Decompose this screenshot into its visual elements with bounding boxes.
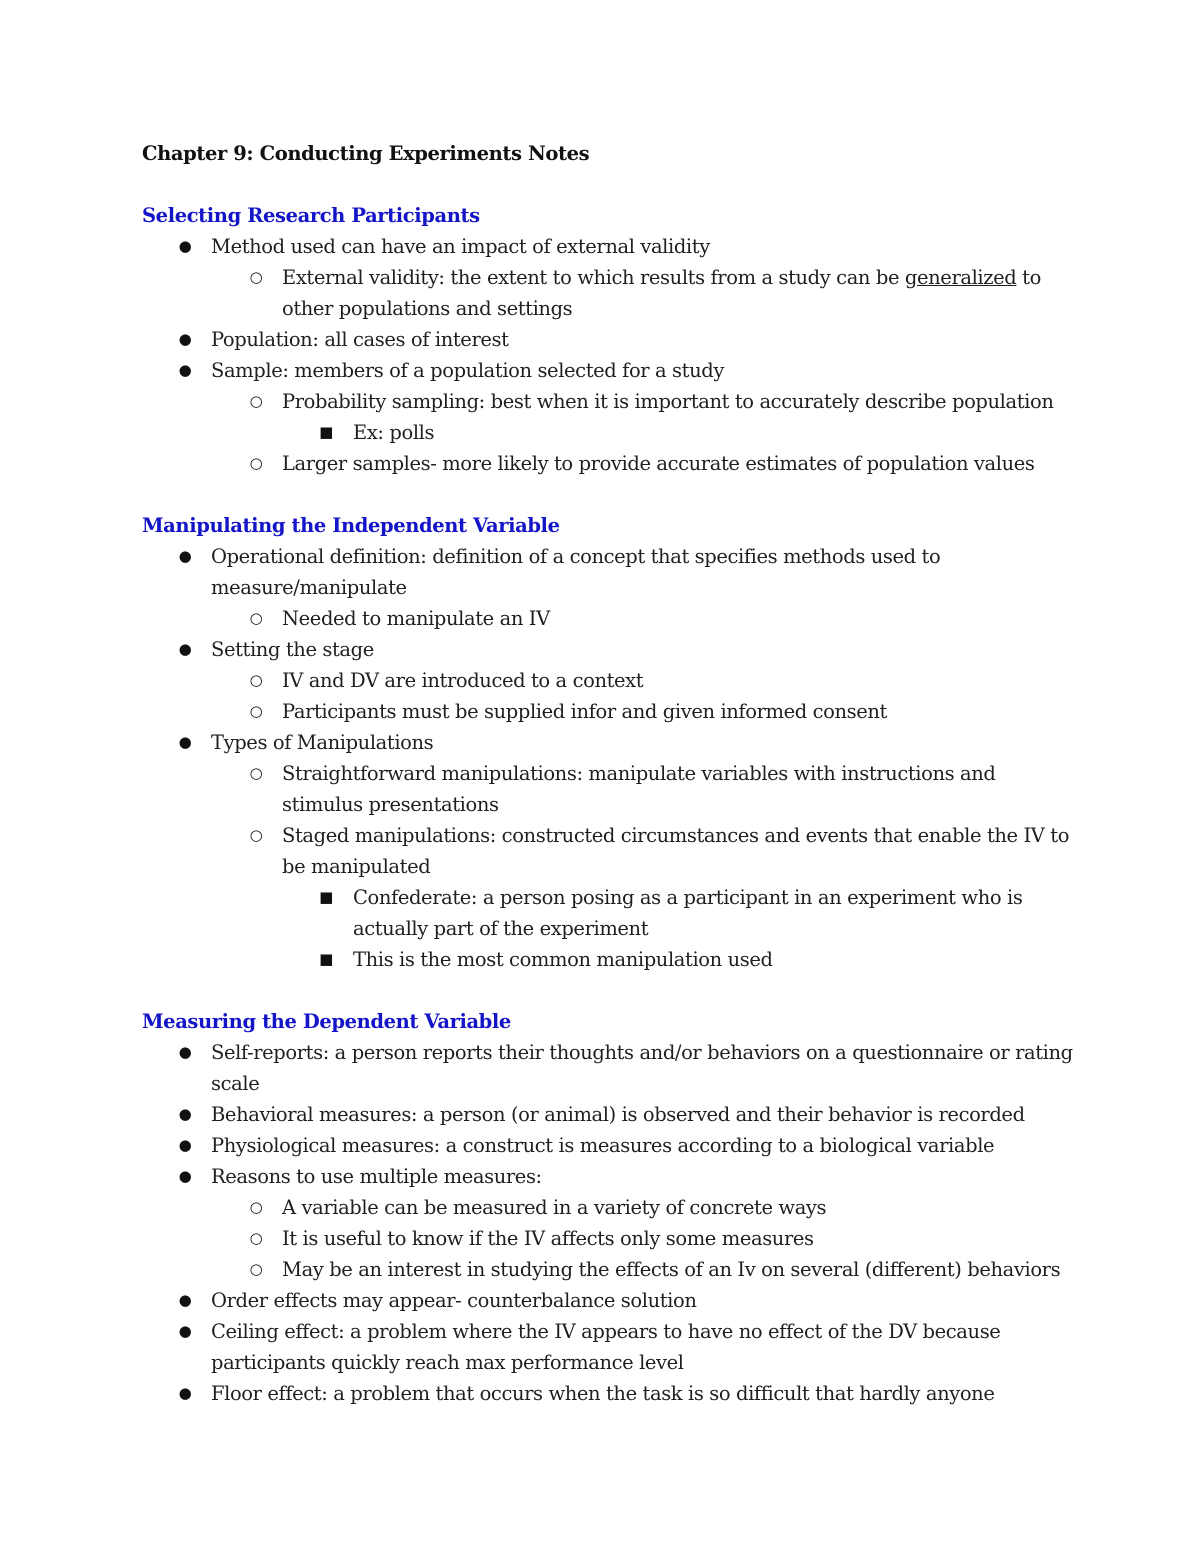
bullet-icon: ●	[178, 1322, 192, 1340]
list-item-text: Ex: polls	[353, 421, 435, 444]
section-heading: Selecting Research Participants	[142, 204, 480, 227]
bullet-icon: ○	[249, 268, 263, 286]
list-item-text: IV and DV are introduced to a context	[282, 669, 644, 692]
list-item	[142, 386, 1062, 417]
section-spacer	[142, 975, 1062, 1006]
list-item-text: Larger samples- more likely to provide accurate estimates of population values	[282, 452, 1035, 475]
list-item-text: Types of Manipulations	[211, 731, 434, 754]
bullet-icon: ●	[178, 547, 192, 565]
list-item	[142, 696, 1062, 727]
list-item-continuation	[142, 913, 1062, 944]
list-item	[142, 1161, 1062, 1192]
bullet-icon: ●	[178, 330, 192, 348]
list-item-text: actually part of the experiment	[353, 917, 649, 940]
bullet-icon: ●	[178, 237, 192, 255]
bullet-icon: ○	[249, 609, 263, 627]
list-item-text: measure/manipulate	[211, 576, 407, 599]
list-item-text: Needed to manipulate an IV	[282, 607, 550, 630]
bullet-icon: ○	[249, 702, 263, 720]
bullet-icon: ●	[178, 1136, 192, 1154]
list-item	[142, 262, 1062, 293]
list-item-text: Staged manipulations: constructed circumstances and events that enable the IV to	[282, 824, 1070, 847]
list-item-text: This is the most common manipulation used	[353, 948, 773, 971]
list-item-text: participants quickly reach max performance level	[211, 1351, 684, 1374]
list-item-text: Behavioral measures: a person (or animal) is observed and their behavior is recorded	[211, 1103, 1025, 1126]
list-item-text: be manipulated	[282, 855, 431, 878]
list-item-text: External validity: the extent to which results from a study can be generalized to	[282, 266, 1041, 289]
list-item	[142, 355, 1062, 386]
list-item-continuation	[142, 572, 1062, 603]
list-item	[142, 665, 1062, 696]
list-item-text: A variable can be measured in a variety of concrete ways	[282, 1196, 827, 1219]
bullet-icon: ■	[319, 950, 333, 968]
list-item	[142, 448, 1062, 479]
bullet-icon: ○	[249, 1260, 263, 1278]
list-item-text: Physiological measures: a construct is measures according to a biological variable	[211, 1134, 995, 1157]
list-item	[142, 1192, 1062, 1223]
list-item	[142, 1099, 1062, 1130]
bullet-icon: ■	[319, 888, 333, 906]
list-item	[142, 882, 1062, 913]
list-item-text: stimulus presentations	[282, 793, 499, 816]
bullet-icon: ●	[178, 361, 192, 379]
list-item	[142, 758, 1062, 789]
list-item-continuation	[142, 1347, 1062, 1378]
list-item-continuation	[142, 293, 1062, 324]
list-item-text: Population: all cases of interest	[211, 328, 509, 351]
bullet-icon: ●	[178, 1105, 192, 1123]
list-item-continuation	[142, 1068, 1062, 1099]
list-item	[142, 324, 1062, 355]
list-item-text: Participants must be supplied infor and given informed consent	[282, 700, 887, 723]
document-page	[142, 138, 1073, 1409]
list-item-text: Operational definition: definition of a concept that specifies methods used to	[211, 545, 941, 568]
list-item-text: It is useful to know if the IV affects only some measures	[282, 1227, 814, 1250]
list-item-text: Order effects may appear- counterbalance solution	[211, 1289, 697, 1312]
bullet-icon: ○	[249, 764, 263, 782]
bullet-icon: ●	[178, 1291, 192, 1309]
bullet-icon: ○	[249, 454, 263, 472]
list-item	[142, 417, 1062, 448]
bullet-icon: ●	[178, 1043, 192, 1061]
bullet-icon: ○	[249, 1229, 263, 1247]
bullet-icon: ○	[249, 826, 263, 844]
list-item	[142, 1285, 1062, 1316]
list-item-text: Reasons to use multiple measures:	[211, 1165, 542, 1188]
list-item-text: Ceiling effect: a problem where the IV appears to have no effect of the DV because	[211, 1320, 1001, 1343]
list-item	[142, 1378, 1062, 1409]
list-item	[142, 944, 1062, 975]
list-item	[142, 820, 1070, 851]
bullet-icon: ●	[178, 1167, 192, 1185]
section-heading: Measuring the Dependent Variable	[142, 1010, 511, 1033]
list-item-text: Setting the stage	[211, 638, 374, 661]
list-item	[142, 1037, 1073, 1068]
list-item-text: May be an interest in studying the effects of an Iv on several (different) behaviors	[282, 1258, 1061, 1281]
list-item	[142, 231, 1062, 262]
list-item	[142, 1254, 1062, 1285]
list-item-text: Floor effect: a problem that occurs when the task is so difficult that hardly anyone	[211, 1382, 995, 1405]
list-item-continuation	[142, 851, 1062, 882]
bullet-icon: ■	[319, 423, 333, 441]
list-item-text: Probability sampling: best when it is important to accurately describe population	[282, 390, 1054, 413]
list-item	[142, 634, 1062, 665]
bullet-icon: ○	[249, 392, 263, 410]
bullet-icon: ●	[178, 1384, 192, 1402]
list-item-text: Method used can have an impact of external validity	[211, 235, 710, 258]
list-item-text: scale	[211, 1072, 260, 1095]
list-item-text: other populations and settings	[282, 297, 573, 320]
section-spacer	[142, 169, 1062, 200]
list-item	[142, 1130, 1062, 1161]
list-item-text: Sample: members of a population selected for a study	[211, 359, 724, 382]
page-title: Chapter 9: Conducting Experiments Notes	[142, 142, 590, 165]
section-spacer	[142, 479, 1062, 510]
list-item	[142, 1223, 1062, 1254]
list-item-continuation	[142, 789, 1062, 820]
list-item	[142, 603, 1062, 634]
list-item-text: Self-reports: a person reports their thoughts and/or behaviors on a questionnaire or rating	[211, 1041, 1073, 1064]
bullet-icon: ○	[249, 671, 263, 689]
list-item	[142, 1316, 1062, 1347]
underlined-term: generalized	[904, 266, 1017, 289]
list-item	[142, 727, 1062, 758]
list-item	[142, 541, 1062, 572]
bullet-icon: ○	[249, 1198, 263, 1216]
section-heading: Manipulating the Independent Variable	[142, 514, 560, 537]
bullet-icon: ●	[178, 640, 192, 658]
bullet-icon: ●	[178, 733, 192, 751]
list-item-text: Confederate: a person posing as a participant in an experiment who is	[353, 886, 1023, 909]
list-item-text: Straightforward manipulations: manipulate variables with instructions and	[282, 762, 996, 785]
